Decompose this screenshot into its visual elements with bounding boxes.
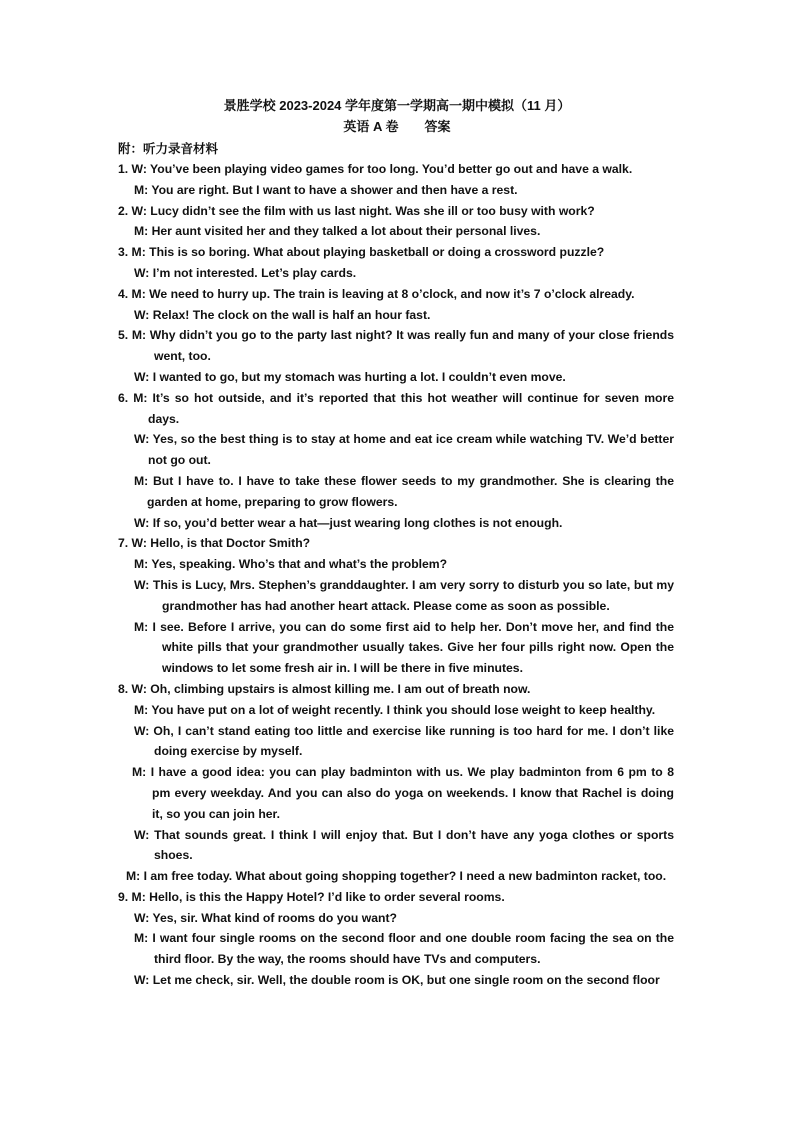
transcript-line: W: This is Lucy, Mrs. Stephen’s granddaughter. I am very sorry to disturb you so late, but my grandmother has had another heart attack. Please come as soon as possible.	[134, 577, 674, 613]
transcript-line: 2. W: Lucy didn’t see the film with us last night. Was she ill or too busy with work?	[118, 203, 595, 218]
transcript-line: 5. M: Why didn’t you go to the party last night? It was really fun and many of your close friends went, too.	[118, 328, 674, 364]
transcript-line: W: I wanted to go, but my stomach was hurting a lot. I couldn’t even move.	[134, 369, 566, 384]
transcript-line: W: That sounds great. I think I will enjoy that. But I don’t have any yoga clothes or sports shoes.	[134, 827, 674, 863]
transcript-line: M: Yes, speaking. Who’s that and what’s the problem?	[134, 557, 448, 572]
transcript-line: W: Relax! The clock on the wall is half an hour fast.	[134, 307, 431, 322]
transcript-line: M: I have a good idea: you can play badminton with us. We play badminton from 6 pm to 8 pm every weekday. And you can also do yoga on weekends. I know that Rachel is doing it, so you can join her.	[132, 765, 674, 821]
transcript-line: M: But I have to. I have to take these flower seeds to my grandmother. She is clearing the garden at home, preparing to grow flowers.	[134, 473, 674, 509]
transcript-line: W: I’m not interested. Let’s play cards.	[134, 265, 357, 280]
transcript-line: 1. W: You’ve been playing video games for too long. You’d better go out and have a walk.	[118, 162, 633, 176]
transcript-line: M: I see. Before I arrive, you can do some first aid to help her. Don’t move her, and find the white pills that your grandmother usually takes. Give her four pills right now. Open the windows to let some fresh air in. I will be there in five minutes.	[134, 619, 674, 676]
transcript-line: M: Her aunt visited her and they talked a lot about their personal lives.	[134, 224, 541, 239]
transcript-line: W: Let me check, sir. Well, the double room is OK, but one single room on the second floor	[134, 973, 660, 988]
transcript-line: 9. M: Hello, is this the Happy Hotel? I’d like to order several rooms.	[118, 889, 505, 904]
transcript-line: 6. M: It’s so hot outside, and it’s reported that this hot weather will continue for seven more days.	[118, 390, 674, 426]
transcript-line: M: I am free today. What about going shopping together? I need a new badminton racket, too.	[126, 869, 667, 884]
appendix-heading: 附：听力录音材料	[118, 142, 219, 156]
listening-transcript	[118, 159, 674, 991]
transcript-line: M: You are right. But I want to have a shower and then have a rest.	[134, 182, 518, 197]
transcript-line: M: I want four single rooms on the second floor and one double room facing the sea on the third floor. By the way, the rooms should have TVs and computers.	[134, 931, 674, 967]
transcript-line: 8. W: Oh, climbing upstairs is almost killing me. I am out of breath now.	[118, 681, 531, 696]
transcript-line: 7. W: Hello, is that Doctor Smith?	[118, 536, 311, 551]
document-subtitle: 英语 A 卷 答案	[343, 119, 451, 134]
transcript-line: 4. M: We need to hurry up. The train is leaving at 8 o’clock, and now it’s 7 o’clock already.	[118, 286, 635, 301]
transcript-line: W: Yes, sir. What kind of rooms do you want?	[134, 910, 397, 925]
transcript-line: W: If so, you’d better wear a hat—just wearing long clothes is not enough.	[134, 515, 563, 530]
transcript-line: M: You have put on a lot of weight recently. I think you should lose weight to keep healthy.	[134, 702, 656, 717]
document-title: 景胜学校 2023-2024 学年度第一学期高一期中模拟（11 月）	[223, 98, 571, 113]
transcript-line: 3. M: This is so boring. What about playing basketball or doing a crossword puzzle?	[118, 245, 605, 260]
transcript-line: W: Oh, I can’t stand eating too little and exercise like running is too hard for me. I don’t like doing exercise by myself.	[134, 723, 674, 759]
transcript-line: W: Yes, so the best thing is to stay at home and eat ice cream while watching TV. We’d better not go out.	[134, 432, 674, 468]
